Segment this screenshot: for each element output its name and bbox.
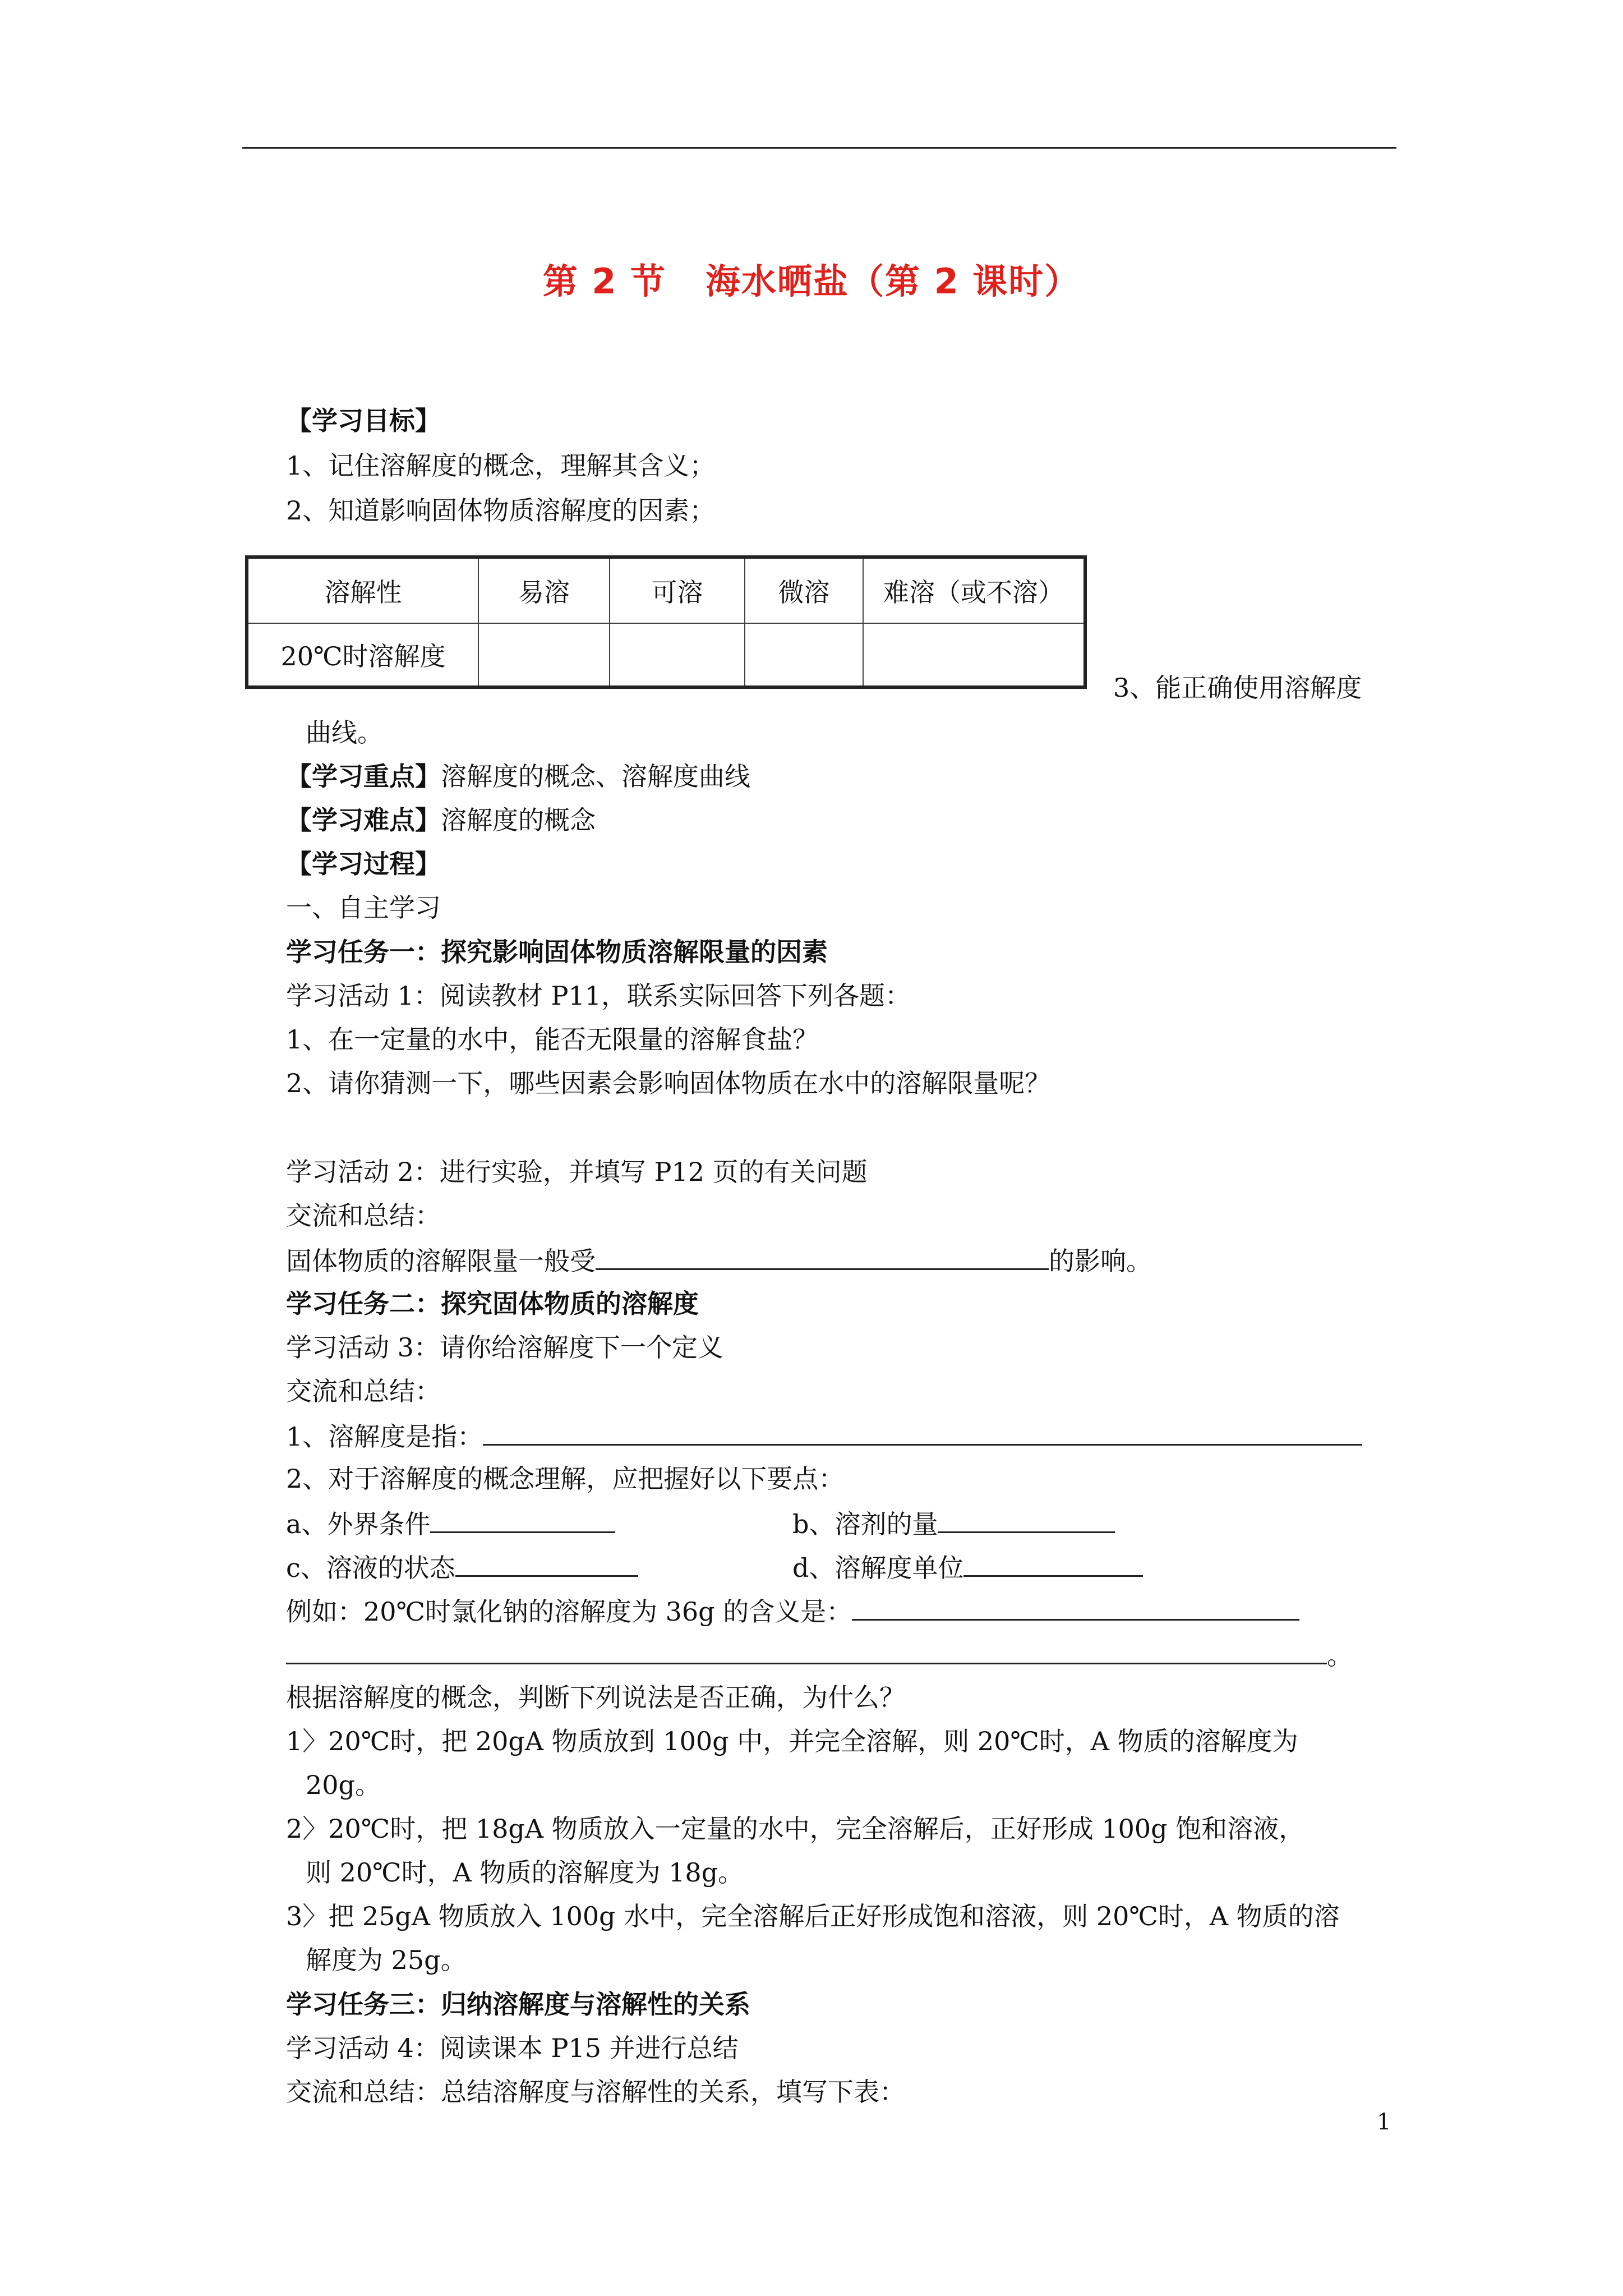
page-title [0,254,1623,303]
question-1: 1、在一定量的水中，能否无限量的溶解食盐？ [286,1024,819,1055]
page-number: 1 [1377,2109,1391,2135]
difficulty-text: 溶解度的概念 [441,805,596,835]
title-section: 第 2 节 [542,261,666,302]
point-a-label: a、外界条件 [286,1509,431,1539]
objective-3: 3、能正确使用溶解度 [1113,673,1362,703]
task3-title: 学习任务三：归纳溶解度与溶解性的关系 [286,1989,750,2019]
example-blank-2 [286,1637,1327,1664]
header-rule [242,147,1396,149]
summary-1: 交流和总结： [286,1200,441,1231]
point-b-label: b、溶剂的量 [792,1509,938,1539]
example-blank-1 [852,1593,1299,1621]
difficulty [286,803,596,837]
table-header-cell: 微溶 [745,557,863,623]
activity-3: 学习活动 3：请你给溶解度下一个定义 [286,1332,723,1363]
statement-3-cont: 解度为 25g。 [306,1945,467,1975]
judge-intro: 根据溶解度的概念，判断下列说法是否正确，为什么？ [286,1682,905,1713]
table-header-cell: 溶解性 [247,557,478,623]
key-points-intro: 2、对于溶解度的概念理解，应把握好以下要点： [286,1464,845,1494]
title-topic: 海水晒盐（第 2 课时） [706,261,1081,302]
objective-2: 2、知道影响固体物质溶解度的因素； [286,495,716,526]
summary-2: 交流和总结： [286,1376,441,1406]
key-point [286,760,750,793]
statement-2-cont: 则 20℃时，A 物质的溶解度为 18g。 [306,1857,744,1888]
example-line [286,1593,1299,1628]
process-heading: 【学习过程】 [286,849,441,879]
definition-blank [483,1418,1362,1446]
point-a [286,1506,615,1541]
objective-3-cont: 曲线。 [306,717,383,748]
definition-prefix: 1、溶解度是指： [286,1421,483,1452]
statement-2: 2〉20℃时，把 18gA 物质放入一定量的水中，完全溶解后，正好形成 100g 饱和溶液， [286,1814,1305,1844]
example-end: 。 [1327,1640,1353,1671]
task1-title: 学习任务一：探究影响固体物质溶解限量的因素 [286,937,828,967]
point-c-label: c、溶液的状态 [286,1553,455,1583]
table-cell [478,623,610,687]
statement-1-cont: 20g。 [306,1770,381,1800]
fill-influence [286,1243,1152,1278]
point-a-blank [430,1506,615,1533]
table-header-cell: 易溶 [478,557,610,623]
example-prefix: 例如：20℃时氯化钠的溶解度为 36g 的含义是： [286,1596,852,1627]
point-b [792,1506,1115,1541]
objective-1: 1、记住溶解度的概念，理解其含义； [286,450,716,481]
key-point-label: 【学习重点】 [286,761,441,792]
summary-3: 交流和总结：总结溶解度与溶解性的关系，填写下表： [286,2077,905,2107]
statement-3: 3〉把 25gA 物质放入 100g 水中，完全溶解后正好形成饱和溶液，则 20℃时，A 物质的溶 [286,1901,1340,1931]
fill-influence-suffix: 的影响。 [1049,1246,1152,1276]
statement-1: 1〉20℃时，把 20gA 物质放到 100g 中，并完全溶解，则 20℃时，A 物质的溶解度为 [286,1726,1298,1756]
point-b-blank [938,1506,1115,1533]
solubility-table [245,555,1087,689]
activity-4: 学习活动 4：阅读课本 P15 并进行总结 [286,2033,739,2063]
table-cell [863,623,1085,687]
task2-title: 学习任务二：探究固体物质的溶解度 [286,1289,699,1319]
definition-line [286,1418,1362,1453]
point-c-blank [455,1549,638,1577]
table-header-cell: 难溶（或不溶） [863,557,1085,623]
table-row-label: 20℃时溶解度 [247,623,478,687]
point-c [286,1549,638,1585]
objectives-heading: 【学习目标】 [286,406,441,436]
point-d-blank [963,1549,1143,1577]
key-point-text: 溶解度的概念、溶解度曲线 [441,761,750,792]
activity-2: 学习活动 2：进行实验，并填写 P12 页的有关问题 [286,1157,868,1187]
fill-influence-prefix: 固体物质的溶解限量一般受 [286,1246,596,1276]
example-line-2 [286,1637,1353,1672]
point-d-label: d、溶解度单位 [792,1553,964,1583]
difficulty-label: 【学习难点】 [286,805,441,835]
activity-1: 学习活动 1：阅读教材 P11，联系实际回答下列各题： [286,981,911,1011]
question-2: 2、请你猜测一下，哪些因素会影响固体物质在水中的溶解限量呢？ [286,1068,1051,1098]
table-cell [745,623,863,687]
section-self-study: 一、自主学习 [286,892,441,923]
table-header-cell: 可溶 [610,557,745,623]
point-d [792,1549,1143,1585]
influence-blank [596,1243,1049,1270]
table-cell [610,623,745,687]
